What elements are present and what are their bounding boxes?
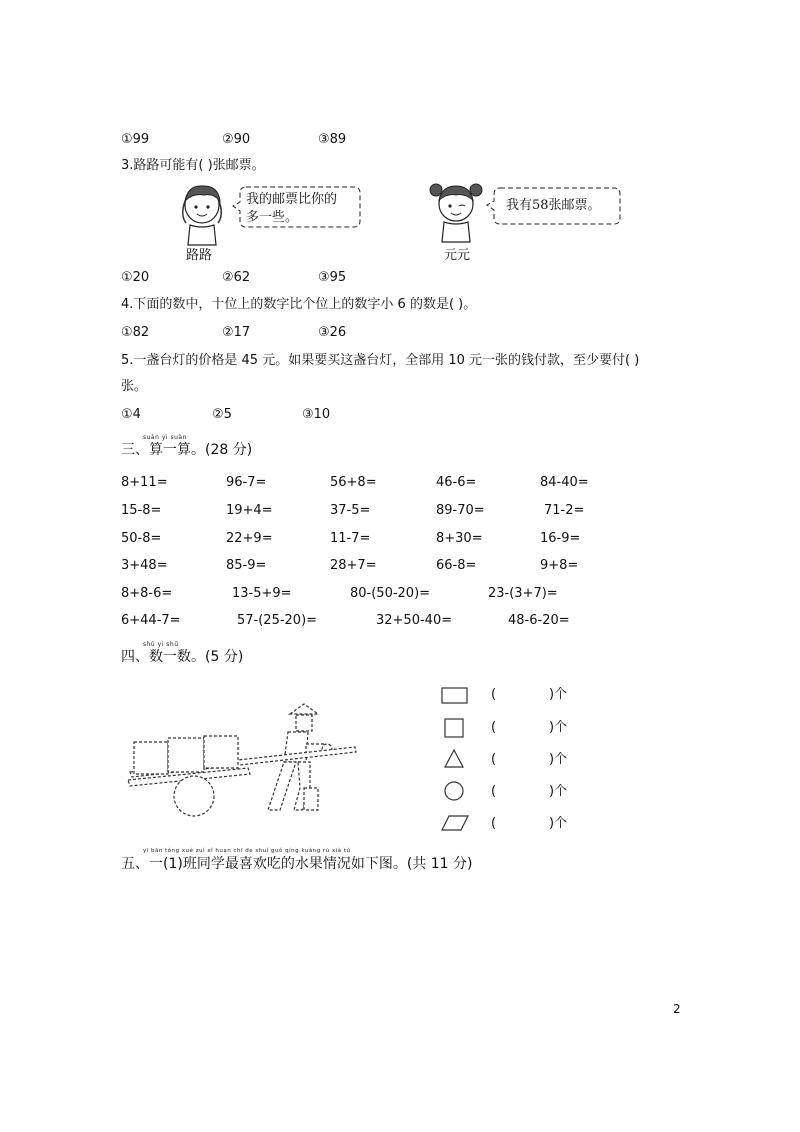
answer-blank-open: ( — [491, 720, 497, 735]
calc-item: 56+8= — [330, 475, 377, 490]
answer-blank-close: )个 — [549, 720, 568, 735]
calc-item: 3+48= — [121, 558, 168, 573]
calc-item: 85-9= — [226, 558, 267, 573]
sec3-title: 三、算一算。(28 分) — [121, 442, 253, 458]
calc-item: 80-(50-20)= — [350, 586, 431, 601]
calc-item: 84-40= — [540, 475, 589, 490]
yuanyuan-girl-icon — [428, 180, 484, 246]
q3-stem: 3.路路可能有( )张邮票。 — [121, 158, 265, 173]
calc-item: 23-(3+7)= — [488, 586, 558, 601]
calc-item: 89-70= — [436, 503, 485, 518]
sec4-title: 四、数一数。(5 分) — [121, 649, 244, 665]
circle-icon — [443, 780, 465, 802]
triangle-icon — [443, 748, 465, 770]
yuanyuan-speech: 我有58张邮票。 — [506, 198, 601, 213]
calc-item: 8+8-6= — [121, 586, 173, 601]
q4-option-2: ②17 — [222, 325, 251, 340]
answer-blank-close: )个 — [549, 784, 568, 799]
lulu-girl-icon — [178, 183, 228, 249]
calc-item: 13-5+9= — [232, 586, 292, 601]
q2-option-3: ③89 — [318, 132, 347, 147]
calc-item: 6+44-7= — [121, 613, 181, 628]
yuanyuan-name: 元元 — [444, 248, 471, 263]
calc-item: 22+9= — [226, 531, 273, 546]
calc-item: 16-9= — [540, 531, 581, 546]
lulu-speech-line-1: 我的邮票比你的 — [246, 192, 338, 207]
q4-option-1: ①82 — [121, 325, 150, 340]
answer-blank-open: ( — [491, 816, 497, 831]
lulu-speech-line-2: 多一些。 — [246, 210, 299, 225]
q5-option-3: ③10 — [302, 407, 331, 422]
calc-item: 15-8= — [121, 503, 162, 518]
calc-item: 48-6-20= — [508, 613, 570, 628]
q2-option-1: ①99 — [121, 132, 150, 147]
q2-option-2: ②90 — [222, 132, 251, 147]
answer-blank-close: )个 — [549, 687, 568, 702]
q4-stem: 4.下面的数中，十位上的数字比个位上的数字小 6 的数是( )。 — [121, 297, 477, 312]
q3-option-3: ③95 — [318, 270, 347, 285]
calc-item: 46-6= — [436, 475, 477, 490]
q5-option-2: ②5 — [212, 407, 232, 422]
sec3-pinyin: suàn yi suàn — [143, 434, 187, 441]
q3-option-2: ②62 — [222, 270, 251, 285]
answer-blank-close: )个 — [549, 816, 568, 831]
sec5-pinyin: yī bān tóng xué zuì xǐ huan chī de shuǐ guǒ qíng kuàng rú xià tú — [143, 848, 351, 854]
q5-option-1: ①4 — [121, 407, 141, 422]
calc-item: 9+8= — [540, 558, 579, 573]
rectangle-icon — [441, 686, 469, 706]
calc-item: 32+50-40= — [376, 613, 453, 628]
q5-stem-line-1: 5.一盏台灯的价格是 45 元。如果要买这盏台灯，全部用 10 元一张的钱付款，至少要付( ) — [121, 353, 640, 368]
sec5-title: 五、一(1)班同学最喜欢吃的水果情况如下图。(共 11 分) — [121, 856, 473, 872]
calc-item: 28+7= — [330, 558, 377, 573]
calc-item: 11-7= — [330, 531, 371, 546]
lulu-name: 路路 — [186, 248, 213, 263]
calc-item: 50-8= — [121, 531, 162, 546]
square-icon — [443, 717, 465, 739]
calc-item: 8+11= — [121, 475, 168, 490]
answer-blank-open: ( — [491, 752, 497, 767]
sec4-pinyin: shǔ yi shǔ — [143, 641, 179, 648]
calc-item: 66-8= — [436, 558, 477, 573]
calc-item: 96-7= — [226, 475, 267, 490]
shape-picture-cart-man — [120, 700, 370, 818]
calc-item: 37-5= — [330, 503, 371, 518]
parallelogram-icon — [440, 813, 470, 833]
page-number: 2 — [673, 1002, 681, 1016]
answer-blank-open: ( — [491, 784, 497, 799]
q5-stem-line-2: 张。 — [121, 379, 148, 394]
calc-item: 71-2= — [544, 503, 585, 518]
calc-item: 57-(25-20)= — [237, 613, 318, 628]
answer-blank-open: ( — [491, 687, 497, 702]
q3-option-1: ①20 — [121, 270, 150, 285]
calc-item: 19+4= — [226, 503, 273, 518]
answer-blank-close: )个 — [549, 752, 568, 767]
calc-item: 8+30= — [436, 531, 483, 546]
q4-option-3: ③26 — [318, 325, 347, 340]
